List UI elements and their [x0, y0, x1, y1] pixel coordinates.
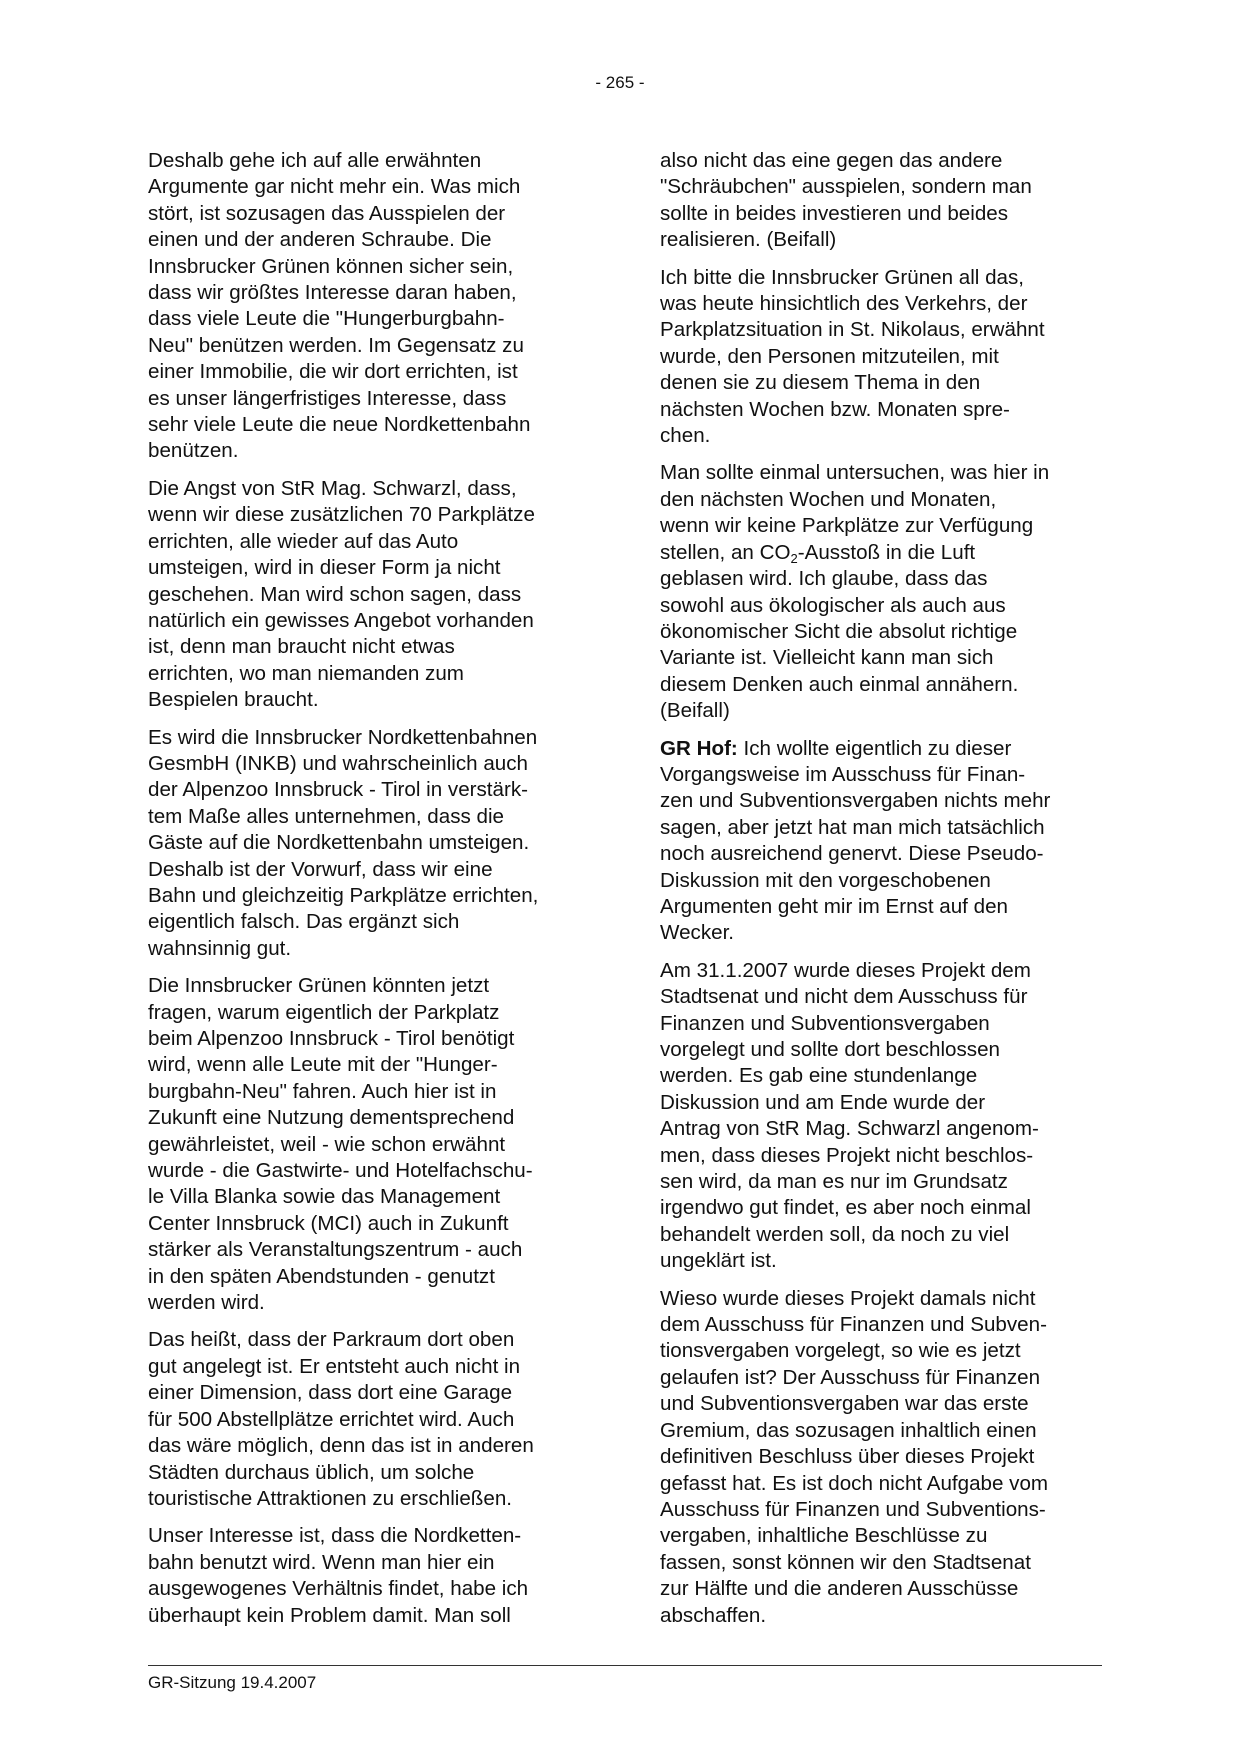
paragraph: Unser Interesse ist, dass die Nordketten- bahn benutzt wird. Wenn man hier ein ausgewogenes Verhältnis findet, habe ich überhaupt kein Problem damit. Man soll: [148, 1524, 529, 1627]
paragraph: Ich bitte die Innsbrucker Grünen all das, was heute hinsichtlich des Verkehrs, der Parkplatzsituation in St. Nikolaus, erwähnt wurde, den Personen mitzuteilen, mit denen sie zu diesem Thema in den nächsten Wochen bzw. Monaten spre- chen.: [660, 265, 1045, 448]
paragraph: also nicht das eine gegen das andere "Schräubchen" ausspielen, sondern man sollte in beides investieren und beides realisieren. (Beifall): [660, 149, 1032, 252]
paragraph: Die Innsbrucker Grünen könnten jetzt fragen, warum eigentlich der Parkplatz beim Alpenzoo Innsbruck - Tirol benötigt wird, wenn alle Leute mit der "Hunger- burgbahn-Neu" fahren. Auch hier ist in Zukunft eine Nutzung dementsprechend gewährleistet, weil - wie schon erwähnt wurde - die Gastwirte- und Hotelfachschu- le Villa Blanka sowie das Management Center Innsbruck (MCI) auch in Zukunft stärker als Veranstaltungszentrum - auch in den späten Abendstunden - genutzt werden wird.: [148, 974, 533, 1315]
subscript-2: 2: [790, 550, 798, 566]
paragraph-text: Man sollte einmal untersuchen, was hier in den nächsten Wochen und Monaten, wenn wir keine Parkplätze zur Verfügung stellen, an CO: [660, 461, 1050, 564]
paragraph: Die Angst von StR Mag. Schwarzl, dass, wenn wir diese zusätzlichen 70 Parkplätze errichten, alle wieder auf das Auto umsteigen, wird in dieser Form ja nicht geschehen. Man wird schon sagen, dass natürlich ein gewisses Angebot vorhanden ist, denn man braucht nicht etwas errichten, wo man niemanden zum Bespielen braucht.: [148, 476, 535, 712]
paragraph-text: Ich wollte eigentlich zu dieser Vorgangsweise im Ausschuss für Finan- zen und Subventionsvergaben nichts mehr sagen, aber jetzt hat man mich tatsächlich noch ausreichend genervt. Diese Pseudo- Diskussion mit den vorgeschobenen Argumenten geht mir im Ernst auf den Wecker.: [660, 736, 1051, 945]
paragraph: Am 31.1.2007 wurde dieses Projekt dem Stadtsenat und nicht dem Ausschuss für Finanzen und Subventionsvergaben vorgelegt und sollte dort beschlossen werden. Es gab eine stundenlange Diskussion und am Ende wurde der Antrag von StR Mag. Schwarzl angenom- men, dass dieses Projekt nicht beschlos- sen wird, da man es nur im Grundsatz irgendwo gut findet, es aber noch einmal behandelt werden soll, da noch zu viel ungeklärt ist.: [660, 958, 1039, 1273]
paragraph-text: -Ausstoß in die Luft geblasen wird. Ich glaube, dass das sowohl aus ökologischer als auch aus ökonomischer Sicht die absolut richtige Variante ist. Vielleicht kann man sich diesem Denken auch einmal annähern. (Beifall): [660, 540, 1019, 723]
footer-session-date: GR-Sitzung 19.4.2007: [148, 1673, 317, 1692]
footer-divider: [148, 1665, 1102, 1666]
speaker-name: GR Hof:: [660, 736, 738, 760]
paragraph: Deshalb gehe ich auf alle erwähnten Argumente gar nicht mehr ein. Was mich stört, ist sozusagen das Ausspielen der einen und der anderen Schraube. Die Innsbrucker Grünen können sicher sein, dass wir größtes Interesse daran haben, dass viele Leute die "Hungerburgbahn- Neu" benützen werden. Im Gegensatz zu einer Immobilie, die wir dort errichten, ist es unser längerfristiges Interesse, dass sehr viele Leute die neue Nordkettenbahn benützen.: [148, 149, 531, 463]
left-column: [148, 148, 584, 1640]
paragraph: Wieso wurde dieses Projekt damals nicht dem Ausschuss für Finanzen und Subven- tionsvergaben vorgelegt, so wie es jetzt gelaufen ist? Der Ausschuss für Finanzen und Subventionsvergaben war das erste Gremium, das sozusagen inhaltlich einen definitiven Beschluss über dieses Projekt gefasst hat. Es ist doch nicht Aufgabe vom Ausschuss für Finanzen und Subventions- vergaben, inhaltliche Beschlüsse zu fassen, sonst können wir den Stadtsenat zur Hälfte und die anderen Ausschüsse abschaffen.: [660, 1286, 1049, 1627]
paragraph-speaker: [660, 736, 1100, 947]
right-column: [660, 148, 1100, 1640]
paragraph: Es wird die Innsbrucker Nordkettenbahnen GesmbH (INKB) und wahrscheinlich auch der Alpenzoo Innsbruck - Tirol in verstärk- tem Maße alles unternehmen, dass die Gäste auf die Nordkettenbahn umsteigen. Deshalb ist der Vorwurf, dass wir eine Bahn und gleichzeitig Parkplätze errichten, eigentlich falsch. Das ergänzt sich wahnsinnig gut.: [148, 725, 539, 960]
paragraph: Das heißt, dass der Parkraum dort oben gut angelegt ist. Er entsteht auch nicht in einer Dimension, dass dort eine Garage für 500 Abstellplätze errichtet wird. Auch das wäre möglich, denn das ist in anderen Städten durchaus üblich, um solche touristische Attraktionen zu erschließen.: [148, 1328, 534, 1510]
paragraph-co2: [660, 460, 1100, 724]
page-number: - 265 -: [595, 73, 645, 92]
